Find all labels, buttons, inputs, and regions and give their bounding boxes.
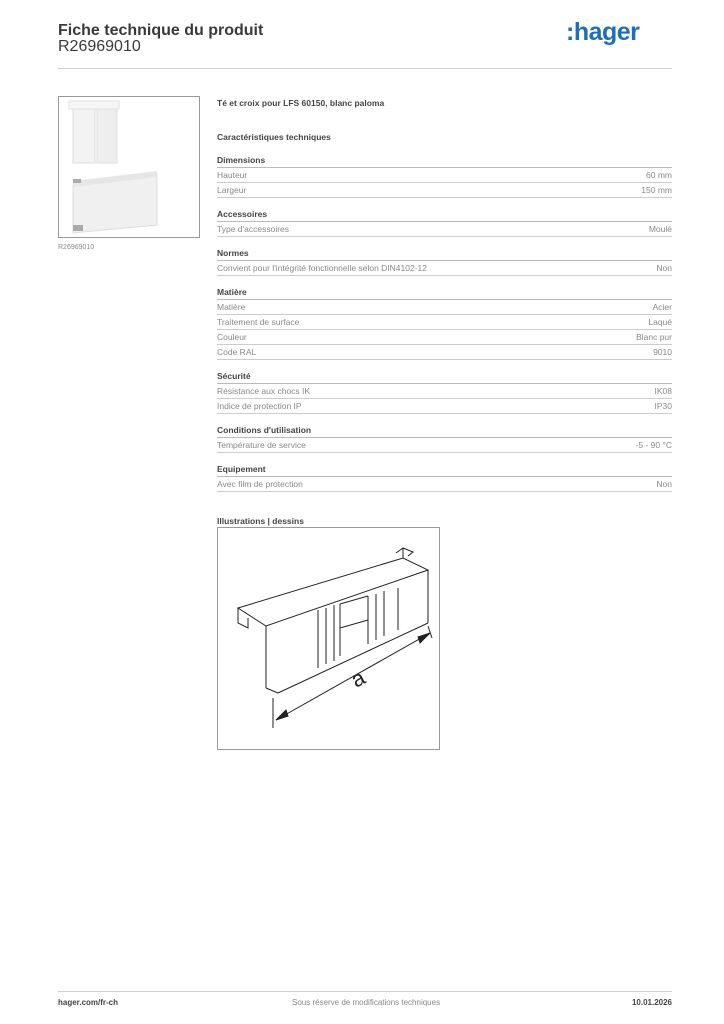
spec-row xyxy=(217,345,672,360)
spec-section-accessoires xyxy=(217,207,672,237)
spec-section-conditions xyxy=(217,423,672,453)
spec-label: Code RAL xyxy=(217,347,257,357)
spec-row xyxy=(217,330,672,345)
spec-value: IP30 xyxy=(654,401,672,411)
footer-notice: Sous réserve de modifications techniques xyxy=(292,998,441,1007)
spec-section-equipement xyxy=(217,462,672,492)
header-divider xyxy=(58,68,672,69)
product-code: R26969010 xyxy=(58,38,141,55)
image-caption: R26969010 xyxy=(58,244,95,251)
technical-drawing xyxy=(217,527,440,750)
dimension-label: a xyxy=(346,664,370,693)
spec-row xyxy=(217,222,672,237)
spec-row xyxy=(217,477,672,492)
spec-value: Laqué xyxy=(648,317,672,327)
spec-value: Blanc pur xyxy=(636,332,672,342)
spec-row xyxy=(217,399,672,414)
spec-label: Couleur xyxy=(217,332,247,342)
logo-text: hager xyxy=(573,18,640,46)
section-title: Sécurité xyxy=(217,369,672,384)
spec-label: Température de service xyxy=(217,440,306,450)
spec-label: Convient pour l'intégrité fonctionnelle selon DIN4102-12 xyxy=(217,263,428,273)
spec-section-matiere xyxy=(217,285,672,360)
spec-row xyxy=(217,315,672,330)
spec-value: 150 mm xyxy=(641,185,672,195)
section-title: Matière xyxy=(217,285,672,300)
spec-value: -5 - 90 °C xyxy=(635,440,672,450)
spec-row xyxy=(217,168,672,183)
spec-label: Largeur xyxy=(217,185,247,195)
spec-value: 9010 xyxy=(653,347,672,357)
spec-row xyxy=(217,261,672,276)
spec-section-normes xyxy=(217,246,672,276)
spec-label: Traitement de surface xyxy=(217,317,300,327)
spec-panel xyxy=(217,96,672,528)
illustrations-heading: Illustrations | dessins xyxy=(217,516,304,526)
spec-label: Matière xyxy=(217,302,246,312)
spec-label: Type d'accessoires xyxy=(217,224,290,234)
hager-logo: :hager xyxy=(566,18,640,46)
spec-label: Avec film de protection xyxy=(217,479,303,489)
spec-row xyxy=(217,438,672,453)
spec-value: Non xyxy=(656,479,672,489)
product-image xyxy=(58,96,200,238)
section-title: Conditions d'utilisation xyxy=(217,423,672,438)
footer-divider xyxy=(58,991,672,992)
section-heading: Caractéristiques techniques xyxy=(217,132,331,142)
section-title: Normes xyxy=(217,246,672,261)
spec-value: Moulé xyxy=(648,224,672,234)
section-title: Equipement xyxy=(217,462,672,477)
spec-value: IK08 xyxy=(654,386,672,396)
footer-website-link[interactable]: hager.com/fr-ch xyxy=(58,998,119,1007)
spec-row xyxy=(217,384,672,399)
spec-section-securite xyxy=(217,369,672,414)
product-title: Té et croix pour LFS 60150, blanc paloma xyxy=(217,98,385,108)
footer-date: 10.01.2026 xyxy=(631,998,672,1007)
spec-value: Non xyxy=(656,263,672,273)
spec-label: Résistance aux chocs IK xyxy=(217,386,311,396)
section-title: Accessoires xyxy=(217,207,672,222)
spec-value: 60 mm xyxy=(646,170,672,180)
spec-section-dimensions xyxy=(217,153,672,198)
section-title: Dimensions xyxy=(217,153,672,168)
page-title: Fiche technique du produit xyxy=(58,22,264,39)
spec-label: Indice de protection IP xyxy=(217,401,302,411)
spec-row xyxy=(217,300,672,315)
spec-label: Hauteur xyxy=(217,170,248,180)
spec-value: Acier xyxy=(652,302,672,312)
spec-row xyxy=(217,183,672,198)
